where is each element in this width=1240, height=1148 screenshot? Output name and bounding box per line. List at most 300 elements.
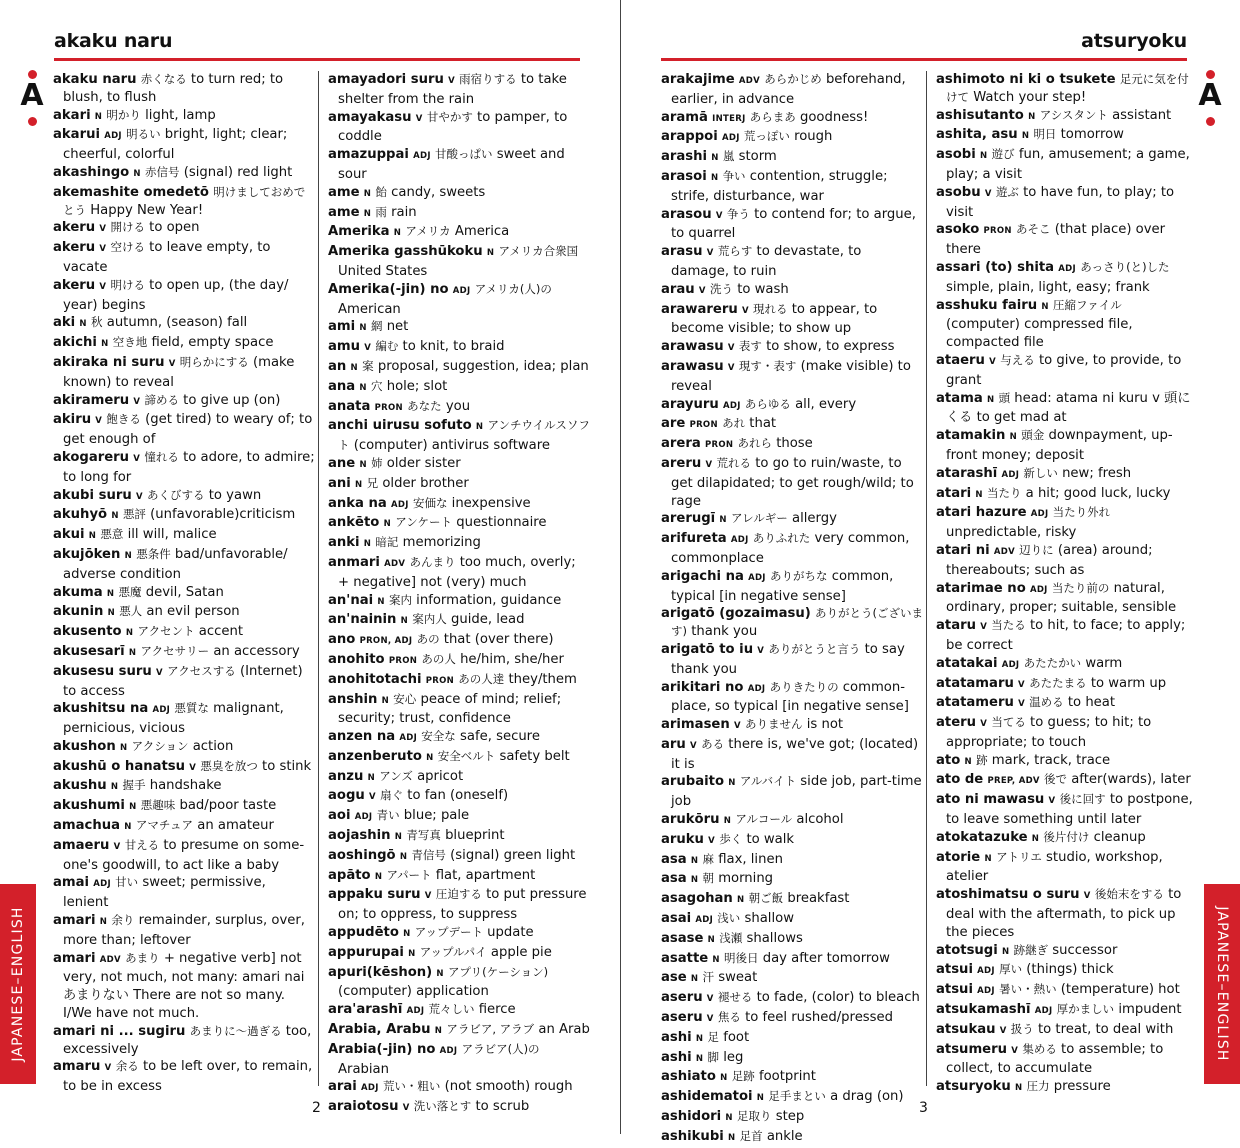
definition: an amateur: [197, 818, 274, 834]
japanese-term: 当たり前の: [1051, 580, 1110, 595]
japanese-term: ありきたりの: [769, 679, 839, 694]
definition: day after tomorrow: [762, 950, 890, 966]
japanese-term: 遊ぶ: [995, 184, 1019, 199]
japanese-term: 安価な: [412, 495, 448, 510]
dictionary-entry: [661, 109, 923, 129]
definition: to treat, to deal with: [1038, 1021, 1174, 1037]
dictionary-entry: [936, 390, 1198, 428]
part-of-speech: V: [402, 1103, 410, 1114]
part-of-speech: ADV: [738, 76, 761, 86]
definition: (make known) to reveal: [63, 354, 295, 390]
japanese-term: あっさり(と)した: [1080, 259, 1170, 274]
headword: akeru: [53, 220, 96, 236]
japanese-term: 悪意: [100, 527, 124, 542]
dictionary-entry: [936, 184, 1198, 222]
japanese-term: アトリエ: [996, 849, 1042, 864]
headword: arashi: [661, 149, 708, 165]
definition: allergy: [792, 511, 837, 527]
definition: sweet and sour: [338, 147, 565, 182]
dictionary-entry: [53, 817, 315, 837]
part-of-speech: V: [708, 835, 716, 846]
definition: there is, we've got; (located) it is: [671, 736, 919, 772]
headword: anata: [328, 398, 371, 414]
definition: rain: [391, 204, 417, 220]
part-of-speech: N: [1031, 833, 1040, 844]
part-of-speech: V: [727, 362, 735, 373]
part-of-speech: N: [1041, 301, 1049, 312]
dictionary-entry: [936, 485, 1198, 505]
part-of-speech: N: [374, 871, 383, 882]
headword: Amerika(-jin) no: [328, 281, 449, 297]
japanese-term: 暗記: [375, 535, 399, 550]
left-page: [0, 0, 620, 1134]
definition: to take shelter from the rain: [338, 72, 567, 107]
japanese-term: 圧縮ファイル: [1053, 297, 1122, 312]
headword: apuri(kēshon): [328, 964, 433, 980]
dictionary-entry: [328, 184, 590, 204]
part-of-speech: V: [1083, 891, 1091, 902]
part-of-speech: N: [363, 208, 372, 219]
headword: anohitotachi: [328, 671, 422, 687]
definition: to warm up: [1090, 675, 1167, 691]
japanese-term: 秋: [91, 315, 103, 330]
headword: aoi: [328, 808, 351, 824]
definition: common, typical [in negative sense]: [671, 568, 894, 604]
headword: akiru: [53, 412, 92, 428]
part-of-speech: ADJ: [413, 151, 431, 162]
part-of-speech: V: [741, 305, 749, 316]
definition: candy, sweets: [391, 184, 486, 200]
dictionary-entry: [328, 514, 590, 534]
dictionary-entry: [661, 71, 923, 109]
section-letter: A: [20, 78, 44, 113]
japanese-term: 麻: [702, 851, 714, 866]
definition: alcohol: [796, 812, 844, 828]
japanese-term: アメリカ(人)の: [474, 281, 552, 296]
headword: akubi suru: [53, 487, 132, 503]
japanese-term: アマチュア: [135, 818, 194, 833]
section-letter-marker: [1197, 66, 1223, 126]
headword: akeru: [53, 277, 96, 293]
part-of-speech: N: [350, 362, 358, 373]
japanese-term: 集める: [1022, 1041, 1057, 1056]
part-of-speech: N: [363, 539, 372, 550]
japanese-term: あくびする: [147, 487, 205, 502]
definition: to devastate, to damage, to ruin: [671, 244, 862, 279]
japanese-term: 汗: [702, 970, 715, 985]
dictionary-entry: [936, 580, 1198, 618]
part-of-speech: ADJ: [748, 572, 766, 583]
japanese-term: 甘い: [115, 875, 139, 890]
japanese-term: 扱う: [1010, 1021, 1034, 1036]
definition: hole; slot: [386, 378, 448, 394]
definition: breakfast: [787, 891, 850, 907]
part-of-speech: N: [367, 772, 375, 783]
dictionary-entry: [936, 126, 1198, 146]
side-thumb-tab: [1204, 884, 1240, 1084]
headword: Amerika: [328, 224, 390, 240]
dictionary-entry: [53, 354, 315, 392]
definition: questionnaire: [456, 515, 547, 531]
headword: ankēto: [328, 515, 380, 531]
dictionary-entry: [936, 849, 1198, 887]
japanese-term: 悪趣味: [140, 798, 176, 813]
japanese-term: 悪評: [122, 507, 146, 522]
dictionary-entry: [661, 811, 923, 831]
headword: atarimae no: [936, 580, 1026, 596]
part-of-speech: V: [1018, 679, 1025, 690]
definition: an accessory: [213, 643, 300, 659]
headword: atsui: [936, 962, 973, 978]
definition: is not: [806, 717, 844, 733]
japanese-term: 甘える: [124, 837, 160, 852]
dictionary-entry: [936, 1001, 1198, 1021]
part-of-speech: ADJ: [695, 915, 714, 926]
headword: amaeru: [53, 837, 110, 853]
dictionary-entry: [661, 716, 923, 736]
definition: peace of mind; relief; security; trust, confidence: [338, 691, 562, 727]
headword: asase: [661, 930, 704, 946]
definition: remainder, surplus, over, more than; leftover: [63, 913, 305, 948]
japanese-term: 赤信号: [145, 164, 180, 179]
japanese-term: 案内: [388, 592, 412, 607]
part-of-speech: V: [690, 740, 697, 751]
japanese-term: あれら: [737, 436, 772, 451]
part-of-speech: ADJ: [439, 1045, 458, 1056]
dictionary-entry: [53, 584, 315, 604]
headword: arimasen: [661, 717, 730, 733]
headword: arasoi: [661, 168, 707, 184]
part-of-speech: V: [1011, 1045, 1019, 1056]
japanese-term: 握手: [122, 778, 146, 793]
definition: to presume on some-one's goodwill, to act like a baby: [63, 837, 305, 873]
dictionary-entry: [936, 1078, 1198, 1098]
dictionary-entry: [328, 281, 590, 319]
dictionary-entry: [661, 1128, 923, 1148]
part-of-speech: N: [486, 248, 495, 259]
definition: proposal, suggestion, idea; plan: [377, 358, 589, 374]
headword: ashidori: [661, 1109, 722, 1125]
dictionary-entry: [661, 736, 923, 774]
japanese-term: 与える: [1000, 352, 1035, 367]
dictionary-entry: [328, 146, 590, 184]
definition: devil, Satan: [145, 584, 224, 600]
part-of-speech: N: [690, 974, 699, 985]
dictionary-entry: [328, 378, 590, 398]
headword: akichi: [53, 335, 97, 351]
japanese-term: 現れる: [753, 301, 788, 316]
dictionary-entry: [53, 239, 315, 277]
headword: akeru: [53, 240, 96, 256]
headword: arawasu: [661, 358, 724, 374]
dictionary-entry: [661, 206, 923, 244]
definition: to turn red; to blush, to flush: [63, 72, 284, 105]
part-of-speech: ADJ: [406, 1006, 425, 1017]
part-of-speech: N: [720, 1073, 728, 1084]
definition: (signal) red light: [183, 164, 293, 180]
headword: Arabia(-jin) no: [328, 1041, 436, 1057]
definition: net: [386, 319, 409, 335]
japanese-term: 明けましておめでとう: [63, 184, 306, 217]
definition: to heat: [1067, 695, 1116, 711]
japanese-term: 朝: [702, 871, 714, 886]
page-number: 2: [312, 1100, 321, 1116]
part-of-speech: ADJ: [747, 683, 766, 694]
dictionary-entry: [53, 526, 315, 546]
definition: (computer) compressed file, compacted file: [946, 317, 1133, 351]
headword: atatamaru: [936, 675, 1014, 691]
dictionary-entry: [661, 168, 923, 206]
definition: to contend for; to argue, to quarrel: [671, 206, 916, 242]
part-of-speech: N: [393, 228, 402, 239]
definition: to fan (oneself): [407, 788, 509, 804]
definition: handshake: [149, 778, 222, 794]
definition: to go to ruin/waste, to get dilapidated; to get rough/wild; to rage: [671, 455, 914, 509]
dictionary-entry: [53, 777, 315, 797]
headword: arawasu: [661, 339, 724, 355]
definition: unpredictable, risky: [946, 525, 1077, 541]
headword: asobu: [936, 184, 981, 200]
definition: to pamper, to coddle: [338, 109, 568, 145]
japanese-term: 明後日: [724, 950, 759, 965]
definition: action: [192, 738, 234, 754]
headword: atsui: [936, 982, 973, 998]
dictionary-entry: [936, 675, 1198, 695]
headword: amayadori suru: [328, 72, 444, 87]
japanese-term: 飽きる: [106, 412, 141, 427]
part-of-speech: N: [475, 422, 484, 433]
japanese-term: 後に回す: [1059, 792, 1106, 807]
japanese-term: 歩く: [719, 831, 743, 846]
part-of-speech: N: [426, 752, 434, 763]
definition: update: [487, 925, 534, 941]
part-of-speech: N: [124, 550, 133, 561]
japanese-term: 遊び: [991, 147, 1015, 162]
definition: that (over there): [443, 632, 554, 648]
part-of-speech: N: [707, 934, 716, 945]
dictionary-entry: [661, 890, 923, 910]
part-of-speech: ADV: [993, 546, 1015, 557]
headword: akaku naru: [53, 72, 137, 87]
part-of-speech: N: [394, 832, 403, 843]
japanese-term: あの人達: [458, 671, 505, 686]
japanese-term: 青信号: [411, 847, 446, 862]
dictionary-entry: [661, 301, 923, 339]
definition: to postpone, to leave something until later: [946, 792, 1193, 828]
definition: a hit; good luck, lucky: [1025, 485, 1171, 501]
definition: to have fun, to play; to visit: [946, 184, 1175, 220]
headword: ato ni mawasu: [936, 792, 1045, 808]
definition: those: [776, 436, 813, 452]
part-of-speech: N: [94, 111, 103, 122]
part-of-speech: V: [369, 792, 376, 803]
japanese-term: アルバイト: [739, 774, 797, 789]
definition: morning: [718, 871, 774, 887]
part-of-speech: V: [706, 994, 714, 1005]
definition: very common, commonplace: [671, 531, 910, 566]
headword: atari hazure: [936, 505, 1027, 521]
dictionary-entry: [328, 827, 590, 847]
part-of-speech: V: [757, 645, 765, 656]
headword: appurupai: [328, 944, 404, 960]
dictionary-entry: [661, 1108, 923, 1128]
headword: akusesu suru: [53, 663, 152, 679]
part-of-speech: N: [436, 968, 444, 979]
part-of-speech: V: [989, 356, 997, 367]
definition: beforehand, earlier, in advance: [671, 72, 906, 107]
dictionary-entry: [936, 791, 1198, 829]
dictionary-entry: [53, 950, 315, 1023]
dictionary-entry: [328, 495, 590, 515]
japanese-term: 後片付け: [1043, 829, 1090, 844]
headword: ato: [936, 752, 961, 768]
definition: to give up (on): [183, 392, 281, 408]
japanese-term: あの: [416, 632, 440, 647]
dictionary-entry: [661, 851, 923, 871]
dictionary-entry: [936, 221, 1198, 259]
dictionary-entry: [661, 1009, 923, 1029]
headword: arasu: [661, 244, 703, 260]
dictionary-entry: [936, 297, 1198, 352]
definition: (make visible) to reveal: [671, 358, 911, 394]
part-of-speech: V: [133, 453, 141, 464]
dictionary-entry: [53, 506, 315, 526]
japanese-term: 圧力: [1026, 1079, 1050, 1094]
definition: apple pie: [490, 944, 552, 960]
definition: light, lamp: [145, 107, 216, 123]
definition: cleanup: [1093, 829, 1146, 845]
part-of-speech: N: [723, 816, 732, 827]
part-of-speech: PREP, ADV: [987, 776, 1040, 787]
part-of-speech: N: [381, 695, 390, 706]
definition: goodness!: [799, 109, 869, 125]
headword: arerugī: [661, 511, 716, 527]
definition: safety belt: [499, 748, 570, 764]
dictionary-entry: [328, 1001, 590, 1021]
definition: simple, plain, light, easy; frank: [946, 279, 1150, 295]
dictionary-entry: [53, 411, 315, 449]
part-of-speech: N: [111, 511, 119, 522]
dictionary-entry: [328, 728, 590, 748]
running-head: akaku naru: [54, 30, 173, 52]
dictionary-entry: [661, 415, 923, 435]
part-of-speech: V: [95, 416, 103, 427]
definition: an evil person: [146, 604, 240, 620]
headword: akushū o hanatsu: [53, 758, 186, 774]
part-of-speech: N: [434, 1026, 443, 1037]
definition: ill will, malice: [127, 527, 217, 543]
japanese-term: アルコール: [735, 812, 793, 827]
dictionary-entry: [328, 204, 590, 224]
dictionary-entry: [53, 797, 315, 817]
part-of-speech: ADJ: [1030, 509, 1049, 520]
japanese-term: 洗い落とす: [413, 1099, 472, 1114]
dictionary-entry: [936, 617, 1198, 655]
definition: to give, to provide, to grant: [946, 352, 1182, 388]
japanese-term: 足手まとい: [768, 1089, 826, 1104]
dictionary-entry: [936, 259, 1198, 297]
definition: to knit, to braid: [402, 339, 505, 355]
japanese-term: アンケート: [395, 515, 453, 530]
part-of-speech: N: [99, 917, 108, 928]
part-of-speech: ADJ: [399, 733, 418, 744]
headword: akirameru: [53, 392, 130, 408]
headword: atorie: [936, 849, 981, 865]
part-of-speech: PRON: [388, 655, 418, 666]
headword: anshin: [328, 691, 378, 707]
headword: aojashin: [328, 828, 391, 844]
headword: Amerika gasshūkoku: [328, 244, 483, 260]
japanese-term: 争う: [726, 206, 750, 221]
definition: all, every: [795, 396, 857, 412]
dictionary-entry: [661, 128, 923, 148]
headword: ataeru: [936, 352, 985, 368]
japanese-term: 圧迫する: [435, 887, 482, 902]
part-of-speech: ADJ: [104, 131, 122, 142]
dictionary-entry: [661, 510, 923, 530]
dictionary-entry: [328, 1078, 590, 1098]
headword: arai: [328, 1079, 357, 1095]
side-tab-label: JAPANESE–ENGLISH: [1214, 906, 1230, 1062]
headword: an'nainin: [328, 612, 397, 628]
japanese-term: 安全な: [421, 729, 456, 744]
part-of-speech: N: [690, 855, 699, 866]
definition: after(wards), later: [1071, 772, 1191, 788]
headword: amai: [53, 875, 90, 891]
part-of-speech: N: [119, 742, 128, 753]
japanese-term: アップデート: [414, 925, 483, 940]
headword: arayuru: [661, 396, 719, 412]
definition: apricot: [417, 768, 464, 784]
japanese-term: 悪魔: [118, 584, 142, 599]
japanese-term: 焦る: [717, 1010, 741, 1025]
headword: ane: [328, 455, 356, 471]
dictionary-entry: [328, 787, 590, 807]
japanese-term: ありふれた: [752, 531, 811, 546]
dictionary-entry: [328, 109, 590, 147]
dictionary-entry: [328, 534, 590, 554]
japanese-term: 編む: [375, 339, 399, 354]
dictionary-entry: [328, 554, 590, 592]
definition: Happy New Year!: [90, 202, 204, 218]
dictionary-entry: [53, 1058, 315, 1096]
dictionary-entry: [661, 679, 923, 717]
japanese-term: 明ける: [110, 277, 145, 292]
headword: asatte: [661, 950, 709, 966]
definition: you: [445, 398, 471, 414]
part-of-speech: N: [725, 1113, 733, 1124]
part-of-speech: PRON: [425, 675, 455, 686]
part-of-speech: ADJ: [977, 986, 995, 997]
dictionary-entry: [936, 981, 1198, 1001]
headword: anohito: [328, 651, 385, 667]
headword: arubaito: [661, 774, 725, 790]
dictionary-entry: [328, 691, 590, 729]
headword: arawareru: [661, 301, 738, 317]
japanese-term: 明日: [1033, 127, 1057, 142]
definition: safe, secure: [460, 729, 540, 745]
japanese-term: 悪人: [119, 604, 143, 619]
headword: atama: [936, 390, 983, 406]
side-thumb-tab: [0, 884, 36, 1084]
headword: arappoi: [661, 129, 718, 145]
dictionary-entry: [936, 961, 1198, 981]
part-of-speech: V: [727, 343, 735, 354]
red-dot-icon: [1206, 117, 1215, 126]
japanese-term: 頭金: [1021, 428, 1045, 443]
headword: akushu: [53, 778, 107, 794]
part-of-speech: V: [424, 891, 432, 902]
